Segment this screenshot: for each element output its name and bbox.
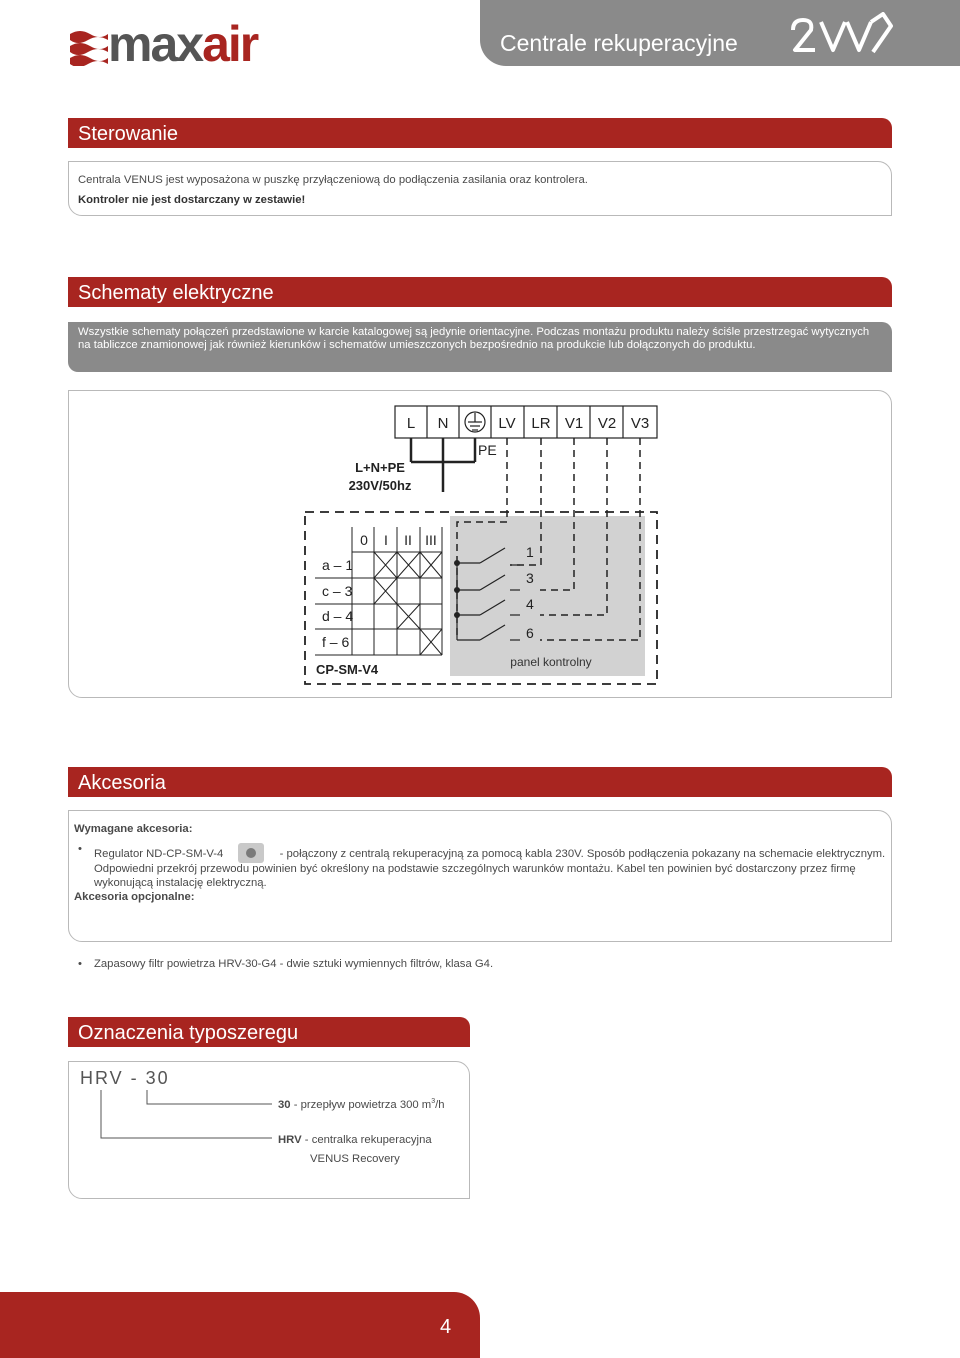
required-item-name: Regulator ND-CP-SM-V-4 [94,848,224,860]
pe-label: PE [478,442,497,458]
code-connectors [0,0,480,1200]
code-row-flow-text: - przepływ powietrza 300 m [290,1098,432,1111]
terminal-N: N [437,415,449,432]
code-row-type-sub: VENUS Recovery [310,1153,400,1165]
panel-label: panel kontrolny [510,655,592,669]
section-heading-akcesoria: Akcesoria [68,767,892,797]
required-label: Wymagane akcesoria: [74,823,193,835]
panel-num-6: 6 [526,625,534,641]
schematy-notice: Wszystkie schematy połączeń przedstawione w karcie katalogowej są jedynie orientacyjne. Podczas montażu produktu należy ściśle przestrzegać wytycznych na tabliczce znamionowej jak również kierunków i schematów umieszczonych bezpośrednio na produkcie lub dołączonych do produktu. [68,322,892,372]
switch-row-a1: a – 1 [322,557,354,573]
terminal-V1: V1 [564,415,584,432]
terminal-LV: LV [498,415,516,432]
supply-label-2: 230V/50hz [348,478,412,493]
page-number: 4 [440,1316,452,1338]
code-row-type [278,1134,432,1146]
switch-col-2: II [404,532,412,548]
terminal-V3: V3 [630,415,650,432]
code-row-flow-tail: /h [435,1098,445,1111]
section-heading-sterowanie: Sterowanie [68,118,892,148]
sterowanie-text: Centrala VENUS jest wyposażona w puszkę przyłączeniową do podłączenia zasilania oraz kontrolera. [78,174,588,186]
switch-row-f6: f – 6 [322,634,350,650]
optional-item: • Zapasowy filtr powietrza HRV-30-G4 - dwie sztuki wymiennych filtrów, klasa G4. [74,958,904,970]
switch-row-d4: d – 4 [322,608,354,624]
section-heading-schematy: Schematy elektryczne [68,277,892,307]
supply-label-1: L+N+PE [355,460,405,475]
switch-col-0: 0 [360,532,368,548]
page-title: Centrale rekuperacyjne [500,30,738,56]
code-row-type-bold: HRV [278,1134,302,1146]
code-row-flow [278,1098,445,1111]
switch-row-c3: c – 3 [322,583,353,599]
terminal-L: L [406,415,416,432]
logo-suffix: air [202,16,258,72]
code-row-type-text: - centralka rekuperacyjna [301,1134,432,1146]
panel-num-1: 1 [526,544,534,560]
required-item-text: - połączony z centralą rekuperacyjną za pomocą kabla 230V. Sposób podłączenia pokazany na schemacie elektrycznym. Odpowiedni przekrój przewodu powinien być określony na podstawie szczególnych warunków montażu. Kabel ten powinien być dostarczony przez firmę wykonującą instalację elektryczną. [94,848,886,889]
code-row-flow-bold: 30 [278,1098,291,1111]
switch-col-3: III [425,532,437,548]
section-heading-oznaczenia: Oznaczenia typoszeregu [68,1017,470,1047]
code-row-flow-sup: 3 [431,1098,436,1105]
sterowanie-warning: Kontroler nie jest dostarczany w zestawie! [78,194,306,206]
logo-prefix: max [108,16,203,72]
switch-col-1: I [384,532,388,548]
optional-label: Akcesoria opcjonalne: [74,891,195,903]
terminal-LR: LR [531,415,551,432]
model-code: HRV - 30 [80,1068,170,1088]
panel-num-4: 4 [526,596,534,612]
panel-num-3: 3 [526,570,534,586]
footer-bar [0,1292,480,1358]
switch-name: CP-SM-V4 [316,662,379,677]
terminal-V2: V2 [597,415,617,432]
